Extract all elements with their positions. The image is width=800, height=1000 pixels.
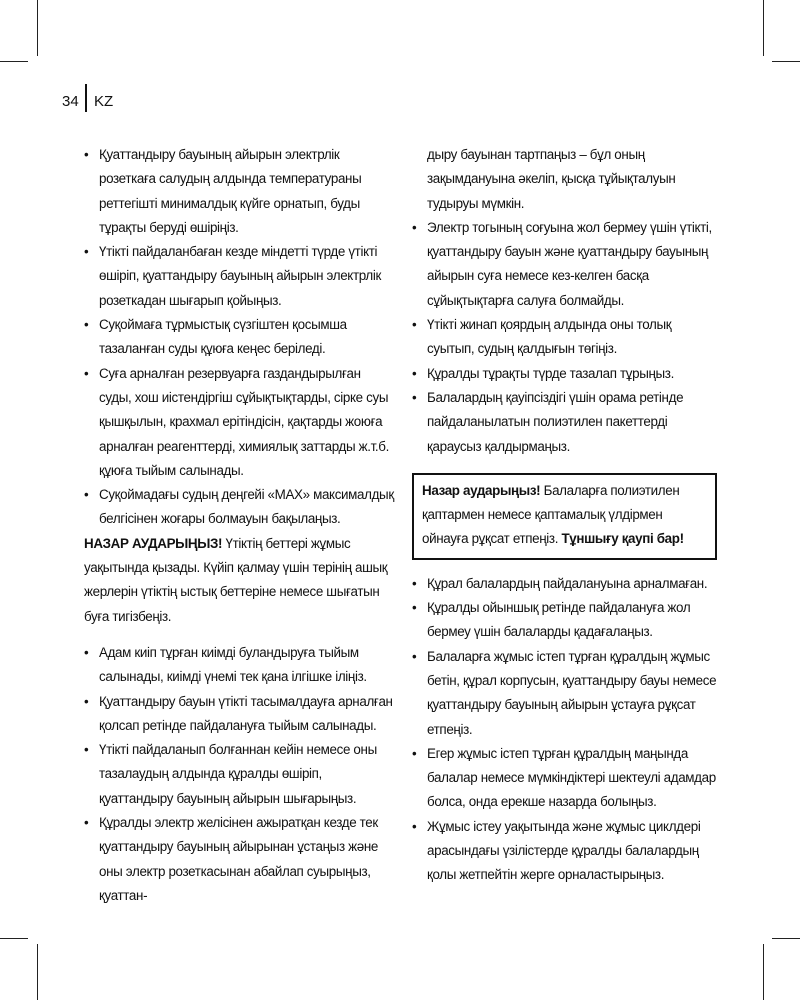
crop-mark-top-left-h [0, 61, 28, 62]
boxed-warning [412, 473, 717, 560]
right-bullet-list-2 [412, 572, 717, 888]
list-item: • Үтікті пайдаланбаған кезде міндетті түрде үтікті өшіріп, қуаттандыру бауының айырын электрлік розеткадан шығарып қойыңыз. [84, 240, 394, 313]
crop-mark-bottom-right-h [772, 938, 800, 939]
crop-mark-top-right [763, 0, 764, 56]
right-column [412, 143, 717, 888]
warning-lead: НАЗАР АУДАРЫҢЫЗ! [84, 535, 223, 551]
list-item: • Балалардың қауіпсіздігі үшін орама ретінде пайдаланылатын полиэтилен пакеттерді қараусыз қалдырмаңыз. [412, 386, 717, 459]
crop-mark-bottom-left [37, 944, 38, 1000]
list-item: • Үтікті жинап қоярдың алдында оны толық суытып, судың қалдығын төгіңіз. [412, 313, 717, 362]
list-item: • Қуаттандыру бауын үтікті тасымалдауға арналған қолсап ретінде пайдалануға тыйым салынады. [84, 690, 394, 739]
list-item: • Егер жұмыс істеп тұрған құралдың маңында балалар немесе мүмкіндіктері шектеулі адамдар болса, онда ерекше назарда болыңыз. [412, 742, 717, 815]
boxed-warning-lead: Назар аударыңыз! [422, 482, 541, 498]
list-item: • Балаларға жұмыс істеп тұрған құралдың жұмыс бетін, құрал корпусын, қуаттандыру бауы немесе қуаттандыру бауының айырын ұстауға рұқсат етпеңіз. [412, 645, 717, 742]
list-item: • Қуаттандыру бауының айырын электрлік розеткаға салудың алдында температураны реттегішті минималдық күйге орнатып, буды тұрақты беруді өшіріңіз. [84, 143, 394, 240]
boxed-warning-text: Балаларға полиэтилен қаптармен немесе қаптамалық үлдірмен ойнауға рұқсат етпеңіз. [422, 482, 680, 547]
warning-paragraph [84, 532, 394, 629]
list-item: • Адам киіп тұрған киімді буландыруға тыйым салынады, киімді үнемі тек қана ілгішке іліңіз. [84, 641, 394, 690]
language-code: KZ [94, 93, 114, 110]
header-divider [85, 84, 87, 112]
crop-mark-top-right-h [772, 61, 800, 62]
warning-text: Үтіктің беттері жұмыс уақытында қызады. Күйіп қалмау үшін терінің ашық жерлерін үтіктің ыстық беттеріне немесе шығатын буға тигізбеңіз. [84, 535, 388, 624]
left-bullet-list-1 [84, 143, 394, 532]
list-item: • Электр тогының соғуына жол бермеу үшін үтікті, қуаттандыру бауын және қуаттандыру бауының айырын суға немесе кез-келген басқа сұйықтықтарға салуға болмайды. [412, 216, 717, 313]
list-item: • Суқоймаға тұрмыстық сүзгіштен қосымша тазаланған суды құюға кеңес беріледі. [84, 313, 394, 362]
left-column [84, 143, 394, 908]
crop-mark-bottom-right [763, 944, 764, 1000]
right-bullet-list-1 [412, 216, 717, 459]
list-item: • Суға арналған резервуарға газдандырылған суды, хош иістендіргіш сұйықтықтарды, сірке суы қышқылын, крахмал ерітіндісін, қақтарды жоюға арналған реагенттерді, химиялық заттарды ж.т.б. құюға тыйым салынады. [84, 362, 394, 483]
list-item: • Құралды электр желісінен ажыратқан кезде тек қуаттандыру бауының айырынан ұстаңыз және оны электр розеткасынан абайлап суырыңыз, қуаттан- [84, 811, 394, 908]
list-item: • Құралды тұрақты түрде тазалап тұрыңыз. [412, 362, 717, 386]
list-item: • Жұмыс істеу уақытында және жұмыс циклдері арасындағы үзілістерде құралды балалардың қолы жетпейтін жерге орналастырыңыз. [412, 815, 717, 888]
crop-mark-bottom-left-h [0, 938, 28, 939]
list-item: • Құрал балалардың пайдалануына арналмаған. [412, 572, 717, 596]
left-bullet-list-2 [84, 641, 394, 908]
boxed-warning-tail: Тұншығу қаупі бар! [561, 531, 684, 547]
list-item: • Үтікті пайдаланып болғаннан кейін немесе оны тазалаудың алдында құралды өшіріп, қуаттандыру бауының айырын шығарыңыз. [84, 738, 394, 811]
continued-text: дыру бауынан тартпаңыз – бұл оның зақымдануына әкеліп, қысқа тұйықталуын тудыруы мүмкін. [427, 147, 676, 211]
page-number: 34 [62, 93, 79, 110]
list-item: • Суқоймадағы судың деңгейі «MAX» максималдық белгісінен жоғары болмауын бақылаңыз. [84, 483, 394, 532]
crop-mark-top-left [37, 0, 38, 56]
list-item: • Құралды ойыншық ретінде пайдалануға жол бермеу үшін балаларды қадағалаңыз. [412, 596, 717, 645]
